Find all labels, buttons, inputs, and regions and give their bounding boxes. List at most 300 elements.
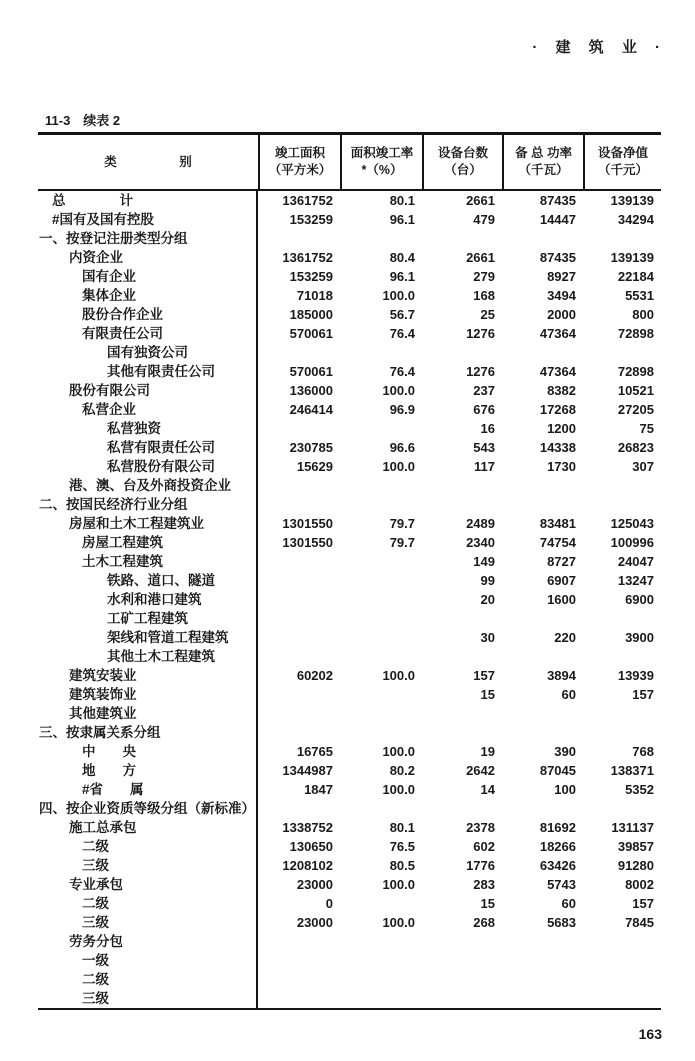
- cell-net-value: 8002: [625, 877, 654, 892]
- cell-completed-area: [258, 704, 340, 723]
- row-category-label: 二级: [82, 839, 109, 854]
- cell-completion-rate: 80.5: [389, 858, 415, 873]
- table-row: [38, 951, 661, 970]
- cell-equipment-units: 479: [473, 212, 495, 227]
- row-category-label: 地 方: [82, 763, 136, 778]
- cell-equipment-units: 30: [480, 630, 495, 645]
- cell-completion-rate: 100.0: [382, 744, 415, 759]
- row-category-label: 三级: [82, 991, 109, 1006]
- cell-net-value: 91280: [617, 858, 654, 873]
- table-row: [38, 818, 661, 837]
- row-category-label: 股份合作企业: [82, 307, 163, 322]
- table-row: [38, 324, 661, 343]
- cell-completion-rate: 100.0: [382, 459, 415, 474]
- cell-completed-area: [258, 989, 340, 1008]
- table-row: [38, 343, 661, 362]
- cell-net-value: [583, 932, 661, 951]
- cell-net-value: [583, 609, 661, 628]
- cell-completion-rate: [340, 609, 422, 628]
- cell-equipment-units: [422, 951, 502, 970]
- cell-total-power: 220: [554, 630, 576, 645]
- table-row: [38, 989, 661, 1008]
- cell-equipment-units: [422, 609, 502, 628]
- cell-equipment-units: 168: [473, 288, 495, 303]
- cell-total-power: 390: [554, 744, 576, 759]
- cell-completed-area: [258, 419, 340, 438]
- cell-total-power: [502, 970, 583, 989]
- cell-equipment-units: 15: [480, 896, 495, 911]
- row-category-label: #省 属: [82, 782, 144, 797]
- cell-equipment-units: [422, 647, 502, 666]
- cell-completed-area: 15629: [296, 459, 333, 474]
- cell-net-value: 157: [632, 896, 654, 911]
- cell-net-value: 27205: [617, 402, 654, 417]
- chapter-header: · 建 筑 业 ·: [532, 39, 667, 56]
- cell-completion-rate: 100.0: [382, 915, 415, 930]
- cell-completion-rate: 96.9: [389, 402, 415, 417]
- cell-completed-area: 1301550: [282, 535, 333, 550]
- table-row: [38, 305, 661, 324]
- cell-completed-area: [258, 495, 340, 514]
- row-category-label: 总 计: [52, 193, 133, 208]
- cell-equipment-units: 543: [473, 440, 495, 455]
- cell-total-power: [502, 229, 583, 248]
- row-category-label: 房屋工程建筑: [82, 535, 163, 550]
- cell-completed-area: 60202: [296, 668, 333, 683]
- cell-net-value: [583, 229, 661, 248]
- cell-completed-area: 230785: [289, 440, 333, 455]
- cell-completed-area: [258, 970, 340, 989]
- cell-net-value: 307: [632, 459, 654, 474]
- cell-total-power: 87435: [539, 250, 576, 265]
- row-category-label: 工矿工程建筑: [107, 611, 188, 626]
- cell-completion-rate: 79.7: [389, 516, 415, 531]
- cell-net-value: [583, 476, 661, 495]
- row-category-label: 私营有限责任公司: [107, 440, 215, 455]
- cell-completed-area: 153259: [289, 212, 333, 227]
- cell-total-power: [502, 343, 583, 362]
- table-row: [38, 457, 661, 476]
- row-category-label: 国有独资公司: [107, 345, 188, 360]
- cell-equipment-units: 19: [480, 744, 495, 759]
- row-category-label: 土木工程建筑: [82, 554, 163, 569]
- row-category-label: 中 央: [82, 744, 136, 759]
- table-row: [38, 704, 661, 723]
- row-category-label: 其他有限责任公司: [107, 364, 215, 379]
- cell-equipment-units: 99: [480, 573, 495, 588]
- cell-completion-rate: [340, 419, 422, 438]
- cell-net-value: 800: [632, 307, 654, 322]
- cell-equipment-units: [422, 723, 502, 742]
- cell-completion-rate: [340, 343, 422, 362]
- cell-total-power: 8382: [547, 383, 576, 398]
- table-row: [38, 970, 661, 989]
- cell-completion-rate: 80.2: [389, 763, 415, 778]
- cell-net-value: 3900: [625, 630, 654, 645]
- table-row: [38, 267, 661, 286]
- cell-completed-area: [258, 799, 340, 818]
- cell-total-power: 83481: [539, 516, 576, 531]
- cell-equipment-units: 1276: [466, 326, 495, 341]
- cell-completed-area: 71018: [296, 288, 333, 303]
- cell-total-power: 1730: [547, 459, 576, 474]
- cell-completed-area: 1208102: [282, 858, 333, 873]
- cell-completion-rate: 100.0: [382, 877, 415, 892]
- cell-total-power: 5683: [547, 915, 576, 930]
- row-category-label: 一级: [82, 953, 109, 968]
- cell-completion-rate: 76.4: [389, 326, 415, 341]
- cell-net-value: [583, 704, 661, 723]
- cell-total-power: [502, 476, 583, 495]
- cell-equipment-units: 2340: [466, 535, 495, 550]
- cell-total-power: 47364: [539, 326, 576, 341]
- cell-total-power: [502, 951, 583, 970]
- cell-completed-area: [258, 723, 340, 742]
- column-header-equipment-units: 设备台数 （台）: [422, 135, 502, 189]
- cell-net-value: [583, 799, 661, 818]
- cell-net-value: 157: [632, 687, 654, 702]
- cell-equipment-units: [422, 970, 502, 989]
- cell-completed-area: [258, 590, 340, 609]
- statistics-table: [38, 132, 661, 1010]
- cell-completion-rate: [340, 571, 422, 590]
- cell-equipment-units: [422, 799, 502, 818]
- cell-total-power: 3494: [547, 288, 576, 303]
- cell-completion-rate: [340, 552, 422, 571]
- row-category-label: 私营独资: [107, 421, 161, 436]
- column-header-category: [38, 135, 258, 189]
- cell-completed-area: 1361752: [282, 250, 333, 265]
- row-category-label: 有限责任公司: [82, 326, 163, 341]
- cell-net-value: 22184: [617, 269, 654, 284]
- cell-completed-area: 1344987: [282, 763, 333, 778]
- cell-equipment-units: 1776: [466, 858, 495, 873]
- row-category-label: 其他土木工程建筑: [107, 649, 215, 664]
- cell-completed-area: 1847: [304, 782, 333, 797]
- cell-completion-rate: 76.5: [389, 839, 415, 854]
- cell-equipment-units: 2489: [466, 516, 495, 531]
- cell-equipment-units: [422, 704, 502, 723]
- table-row: [38, 362, 661, 381]
- cell-completed-area: 130650: [289, 839, 333, 854]
- cell-equipment-units: 20: [480, 592, 495, 607]
- cell-net-value: [583, 647, 661, 666]
- cell-completion-rate: 96.1: [389, 269, 415, 284]
- cell-equipment-units: 16: [480, 421, 495, 436]
- cell-net-value: [583, 970, 661, 989]
- table-row: [38, 742, 661, 761]
- cell-completion-rate: 80.4: [389, 250, 415, 265]
- table-row: [38, 894, 661, 913]
- table-row: [38, 248, 661, 267]
- cell-total-power: 47364: [539, 364, 576, 379]
- row-category-label: 私营企业: [82, 402, 136, 417]
- cell-net-value: 13247: [617, 573, 654, 588]
- table-row: [38, 590, 661, 609]
- cell-total-power: 18266: [539, 839, 576, 854]
- row-category-label: 房屋和土木工程建筑业: [69, 516, 204, 531]
- cell-completed-area: [258, 571, 340, 590]
- cell-total-power: 6907: [547, 573, 576, 588]
- column-header-completed-area: 竣工面积 （平方米）: [258, 135, 340, 189]
- row-category-label: 铁路、道口、隧道: [107, 573, 215, 588]
- table-row: [38, 609, 661, 628]
- cell-total-power: 14338: [539, 440, 576, 455]
- cell-net-value: [583, 989, 661, 1008]
- column-header-net-value: 设备净值 （千元）: [583, 135, 661, 189]
- cell-total-power: 1200: [547, 421, 576, 436]
- cell-equipment-units: 602: [473, 839, 495, 854]
- cell-total-power: 60: [561, 896, 576, 911]
- row-category-label: 其他建筑业: [69, 706, 137, 721]
- cell-equipment-units: 1276: [466, 364, 495, 379]
- cell-completion-rate: [340, 495, 422, 514]
- cell-completion-rate: [340, 932, 422, 951]
- cell-net-value: 34294: [617, 212, 654, 227]
- row-category-label: 集体企业: [82, 288, 136, 303]
- table-row: [38, 476, 661, 495]
- table-row: [38, 514, 661, 533]
- cell-equipment-units: 676: [473, 402, 495, 417]
- cell-completion-rate: 96.1: [389, 212, 415, 227]
- cell-completion-rate: [340, 628, 422, 647]
- cell-total-power: 74754: [539, 535, 576, 550]
- table-row: [38, 723, 661, 742]
- cell-net-value: 139139: [610, 250, 654, 265]
- table-row: [38, 286, 661, 305]
- table-body: [38, 191, 661, 1010]
- table-row: [38, 837, 661, 856]
- cell-total-power: 8927: [547, 269, 576, 284]
- cell-completed-area: 23000: [296, 915, 333, 930]
- table-row: [38, 229, 661, 248]
- cell-completed-area: 246414: [289, 402, 333, 417]
- table-row: [38, 210, 661, 229]
- cell-completion-rate: [340, 970, 422, 989]
- cell-completion-rate: 76.4: [389, 364, 415, 379]
- cell-total-power: 60: [561, 687, 576, 702]
- cell-equipment-units: 25: [480, 307, 495, 322]
- cell-total-power: [502, 989, 583, 1008]
- cell-total-power: [502, 723, 583, 742]
- cell-completion-rate: [340, 647, 422, 666]
- cell-net-value: 24047: [617, 554, 654, 569]
- table-number-label: 11-3 续表 2: [45, 113, 121, 128]
- table-row: [38, 552, 661, 571]
- cell-completion-rate: [340, 799, 422, 818]
- cell-total-power: 3894: [547, 668, 576, 683]
- cell-equipment-units: 237: [473, 383, 495, 398]
- cell-completed-area: 16765: [296, 744, 333, 759]
- cell-net-value: [583, 343, 661, 362]
- cell-net-value: 10521: [617, 383, 654, 398]
- cell-net-value: 5531: [625, 288, 654, 303]
- cell-equipment-units: [422, 989, 502, 1008]
- table-row: [38, 799, 661, 818]
- cell-equipment-units: [422, 229, 502, 248]
- cell-completed-area: 570061: [289, 326, 333, 341]
- row-category-label: 三级: [82, 858, 109, 873]
- cell-completed-area: 23000: [296, 877, 333, 892]
- cell-net-value: 138371: [610, 763, 654, 778]
- row-category-label: 架线和管道工程建筑: [107, 630, 229, 645]
- cell-net-value: 5352: [625, 782, 654, 797]
- cell-net-value: 72898: [617, 326, 654, 341]
- cell-equipment-units: [422, 932, 502, 951]
- cell-completed-area: 1361752: [282, 193, 333, 208]
- cell-completion-rate: 96.6: [389, 440, 415, 455]
- row-category-label: 国有企业: [82, 269, 136, 284]
- cell-completion-rate: 56.7: [389, 307, 415, 322]
- cell-equipment-units: [422, 343, 502, 362]
- cell-equipment-units: 2661: [466, 193, 495, 208]
- table-row: [38, 666, 661, 685]
- cell-completion-rate: [340, 476, 422, 495]
- table-row: [38, 780, 661, 799]
- cell-completed-area: [258, 343, 340, 362]
- row-category-label: 劳务分包: [69, 934, 123, 949]
- row-category-label: 股份有限公司: [69, 383, 150, 398]
- cell-total-power: 8727: [547, 554, 576, 569]
- cell-completion-rate: 100.0: [382, 668, 415, 683]
- cell-completion-rate: 100.0: [382, 383, 415, 398]
- cell-completion-rate: 80.1: [389, 193, 415, 208]
- cell-net-value: 72898: [617, 364, 654, 379]
- row-category-label: 水利和港口建筑: [107, 592, 202, 607]
- cell-total-power: 14447: [539, 212, 576, 227]
- cell-equipment-units: 117: [474, 459, 495, 474]
- cell-net-value: [583, 723, 661, 742]
- cell-equipment-units: [422, 495, 502, 514]
- table-row: [38, 875, 661, 894]
- row-category-label: 二级: [82, 972, 109, 987]
- cell-net-value: [583, 495, 661, 514]
- cell-completed-area: 570061: [289, 364, 333, 379]
- cell-completed-area: [258, 628, 340, 647]
- cell-net-value: 100996: [610, 535, 654, 550]
- row-category-label: 私营股份有限公司: [107, 459, 215, 474]
- cell-equipment-units: 157: [473, 668, 495, 683]
- row-category-label: 三、按隶属关系分组: [39, 725, 161, 740]
- table-row: [38, 533, 661, 552]
- cell-completion-rate: [340, 894, 422, 913]
- cell-total-power: [502, 799, 583, 818]
- cell-completion-rate: [340, 951, 422, 970]
- row-category-label: 三级: [82, 915, 109, 930]
- cell-net-value: 131137: [611, 820, 654, 835]
- cell-equipment-units: 279: [473, 269, 495, 284]
- table-row: [38, 419, 661, 438]
- cell-equipment-units: 283: [473, 877, 495, 892]
- cell-completed-area: 153259: [289, 269, 333, 284]
- cell-net-value: 26823: [617, 440, 654, 455]
- cell-total-power: 87435: [539, 193, 576, 208]
- cell-net-value: 75: [639, 421, 654, 436]
- column-header-completion-rate: 面积竣工率 *（%）: [340, 135, 422, 189]
- table-row: [38, 400, 661, 419]
- cell-total-power: 81692: [539, 820, 576, 835]
- cell-completed-area: 185000: [289, 307, 333, 322]
- cell-completed-area: [258, 647, 340, 666]
- cell-completed-area: [258, 552, 340, 571]
- row-category-label: 专业承包: [69, 877, 123, 892]
- cell-net-value: 768: [632, 744, 654, 759]
- cell-equipment-units: 15: [480, 687, 495, 702]
- row-category-label: 四、按企业资质等级分组（新标准）: [39, 801, 255, 816]
- table-row: [38, 647, 661, 666]
- table-row: [38, 381, 661, 400]
- cell-net-value: 125043: [610, 516, 654, 531]
- cell-completion-rate: [340, 989, 422, 1008]
- cell-total-power: 2000: [547, 307, 576, 322]
- table-header-row: [38, 132, 661, 191]
- cell-completed-area: 136000: [289, 383, 333, 398]
- cell-total-power: 1600: [547, 592, 576, 607]
- cell-total-power: [502, 647, 583, 666]
- table-row: [38, 913, 661, 932]
- cell-completion-rate: [340, 723, 422, 742]
- cell-net-value: 39857: [617, 839, 654, 854]
- cell-net-value: 139139: [610, 193, 654, 208]
- cell-completed-area: [258, 476, 340, 495]
- cell-completed-area: [258, 685, 340, 704]
- table-row: [38, 761, 661, 780]
- cell-completion-rate: [340, 229, 422, 248]
- cell-total-power: [502, 704, 583, 723]
- cell-equipment-units: 2661: [466, 250, 495, 265]
- table-row: [38, 571, 661, 590]
- cell-total-power: 63426: [539, 858, 576, 873]
- row-category-label: 港、澳、台及外商投资企业: [69, 478, 231, 493]
- page-number: 163: [638, 1026, 662, 1042]
- table-row: [38, 191, 661, 210]
- cell-total-power: 100: [554, 782, 576, 797]
- cell-completion-rate: 80.1: [389, 820, 415, 835]
- table-row: [38, 438, 661, 457]
- table-row: [38, 856, 661, 875]
- cell-net-value: [583, 951, 661, 970]
- row-category-label: 施工总承包: [69, 820, 137, 835]
- cell-completed-area: [258, 951, 340, 970]
- cell-completed-area: 1338752: [282, 820, 333, 835]
- cell-completion-rate: 100.0: [382, 288, 415, 303]
- row-category-label: 建筑装饰业: [69, 687, 137, 702]
- cell-equipment-units: 2642: [466, 763, 495, 778]
- cell-equipment-units: 14: [480, 782, 495, 797]
- cell-completion-rate: 100.0: [382, 782, 415, 797]
- cell-total-power: [502, 932, 583, 951]
- table-row: [38, 685, 661, 704]
- cell-completed-area: 1301550: [282, 516, 333, 531]
- table-row: [38, 932, 661, 951]
- cell-total-power: 17268: [539, 402, 576, 417]
- table-row: [38, 628, 661, 647]
- cell-net-value: 7845: [625, 915, 654, 930]
- row-category-label: 二级: [82, 896, 109, 911]
- cell-net-value: 6900: [625, 592, 654, 607]
- cell-completed-area: [258, 932, 340, 951]
- table-row: [38, 495, 661, 514]
- category-header-label: 类 别: [104, 154, 192, 169]
- cell-net-value: 13939: [617, 668, 654, 683]
- cell-completion-rate: [340, 590, 422, 609]
- cell-completed-area: 0: [325, 896, 333, 911]
- cell-completed-area: [258, 609, 340, 628]
- cell-total-power: 5743: [547, 877, 576, 892]
- cell-completion-rate: [340, 704, 422, 723]
- cell-completion-rate: 79.7: [389, 535, 415, 550]
- cell-equipment-units: 149: [473, 554, 495, 569]
